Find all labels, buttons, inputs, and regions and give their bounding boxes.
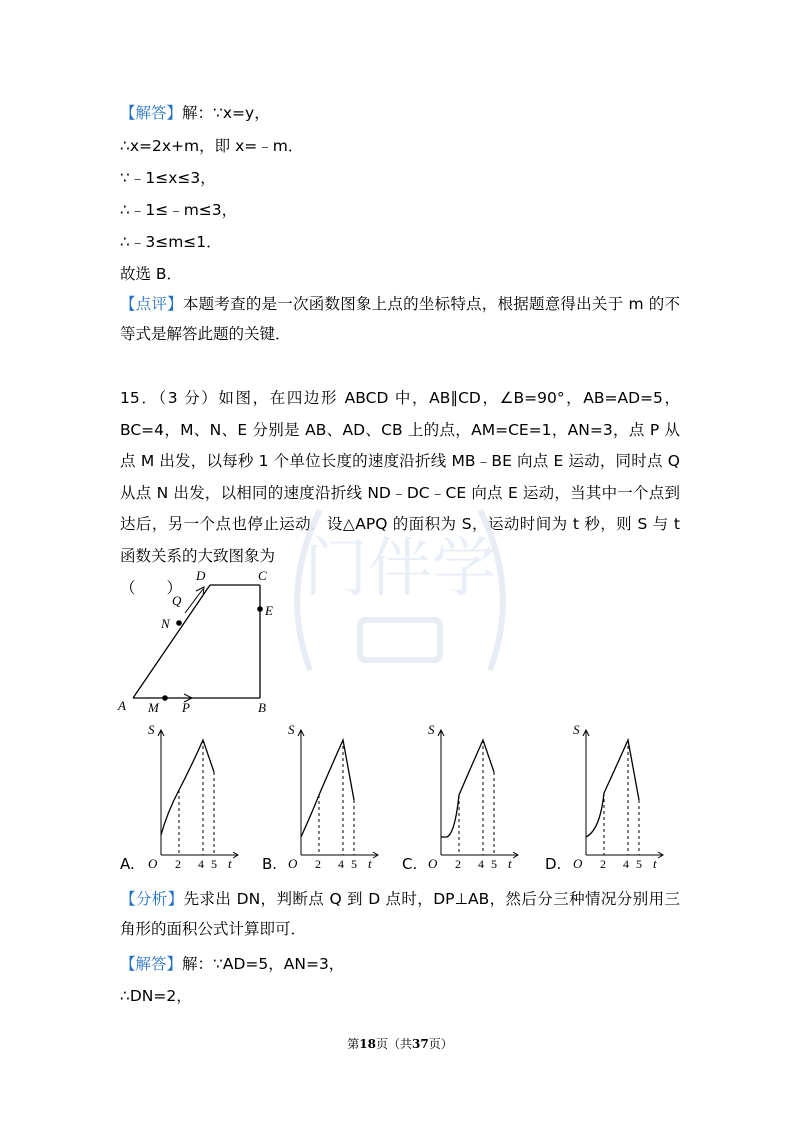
label-A: A: [118, 698, 126, 713]
svg-text:t: t: [653, 856, 657, 870]
svg-text:t: t: [228, 856, 232, 870]
svg-text:门伴学: 门伴学: [304, 532, 496, 606]
answer2-line-1: 【解答】解：∵AD=5，AN=3，: [120, 955, 345, 973]
page-number: 18: [359, 1037, 376, 1051]
label-Q: Q: [172, 593, 182, 608]
answer-line-2: ∴x=2x+m，即 x=﹣m．: [120, 137, 304, 155]
svg-text:4: 4: [338, 857, 344, 870]
answer-line-1: 【解答】解：∵x=y，: [120, 104, 270, 122]
svg-text:O: O: [428, 856, 438, 870]
svg-text:2: 2: [315, 857, 321, 870]
svg-text:5: 5: [636, 857, 642, 870]
svg-text:4: 4: [623, 857, 629, 870]
svg-text:2: 2: [175, 857, 181, 870]
graph-A: [145, 725, 245, 870]
svg-text:O: O: [148, 856, 158, 870]
analysis-paragraph: 【分析】先求出 DN，判断点 Q 到 D 点时，DP⊥AB，然后分三种情况分别用三角形的面积公式计算即可．: [120, 890, 680, 938]
svg-text:4: 4: [478, 857, 484, 870]
page-total: 37: [412, 1037, 429, 1051]
answer-line-6: 故选 B．: [120, 265, 183, 283]
graph-C: [425, 725, 525, 870]
svg-text:S: S: [428, 725, 435, 737]
answer-blank: （ ）: [120, 578, 183, 597]
svg-text:S: S: [573, 725, 580, 737]
label-M: M: [148, 700, 159, 715]
svg-text:4: 4: [198, 857, 204, 870]
graph-D: [570, 725, 670, 870]
label-P: P: [182, 700, 190, 715]
svg-text:2: 2: [600, 857, 606, 870]
label-C: C: [258, 568, 267, 583]
analysis-tag: 【分析】: [120, 890, 184, 908]
answer-line-5: ∴﹣3≤m≤1．: [120, 233, 222, 251]
graph-B: [285, 725, 385, 870]
label-D: D: [196, 568, 206, 583]
option-B[interactable]: B.: [262, 855, 278, 873]
svg-text:5: 5: [491, 857, 497, 870]
svg-text:S: S: [148, 725, 155, 737]
svg-text:t: t: [368, 856, 372, 870]
answer-line-4: ∴﹣1≤﹣m≤3，: [120, 201, 238, 219]
svg-text:5: 5: [351, 857, 357, 870]
comment-tag: 【点评】: [120, 295, 183, 313]
svg-text:S: S: [288, 725, 295, 737]
answer-line-3: ∵﹣1≤x≤3，: [120, 169, 216, 187]
svg-text:5: 5: [211, 857, 217, 870]
svg-text:O: O: [288, 856, 298, 870]
option-A[interactable]: A.: [120, 855, 135, 873]
comment-paragraph: 【点评】本题考查的是一次函数图象上点的坐标特点，根据题意得出关于 m 的不等式是解答此题的关键．: [120, 295, 680, 343]
svg-text:2: 2: [455, 857, 461, 870]
answer2-line-2: ∴DN=2，: [120, 987, 192, 1005]
svg-text:t: t: [508, 856, 512, 870]
label-B: B: [258, 700, 266, 715]
label-N: N: [161, 616, 170, 631]
answer2-tag: 【解答】: [120, 955, 183, 973]
svg-text:O: O: [573, 856, 583, 870]
option-D[interactable]: D.: [545, 855, 562, 873]
quadrilateral-figure: [110, 565, 290, 715]
label-E: E: [265, 603, 273, 618]
question-15: 15．（3 分）如图，在四边形 ABCD 中，AB∥CD，∠B=90°，AB=AD=5，BC=4，M、N、E 分别是 AB、AD、CB 上的点，AM=CE=1，AN=3，点 P 从点 M 出发，以每秒 1 个单位长度的速度沿折线 MB﹣BE 向点 E 运动，同时点 Q 从点 N 出发，以相同的速度沿折线 ND﹣DC﹣CE 向点 E 运动，当其中一个点到达后，另一个点也停止运动．设△APQ 的面积为 S，运动时间为 t 秒，则 S 与 t 函数关系的大致图象为 （ ）: [120, 389, 680, 597]
option-C[interactable]: C.: [402, 855, 418, 873]
watermark: [270, 470, 530, 710]
page-footer: 第18页（共37页）: [347, 1037, 453, 1051]
answer-tag: 【解答】: [120, 104, 183, 122]
